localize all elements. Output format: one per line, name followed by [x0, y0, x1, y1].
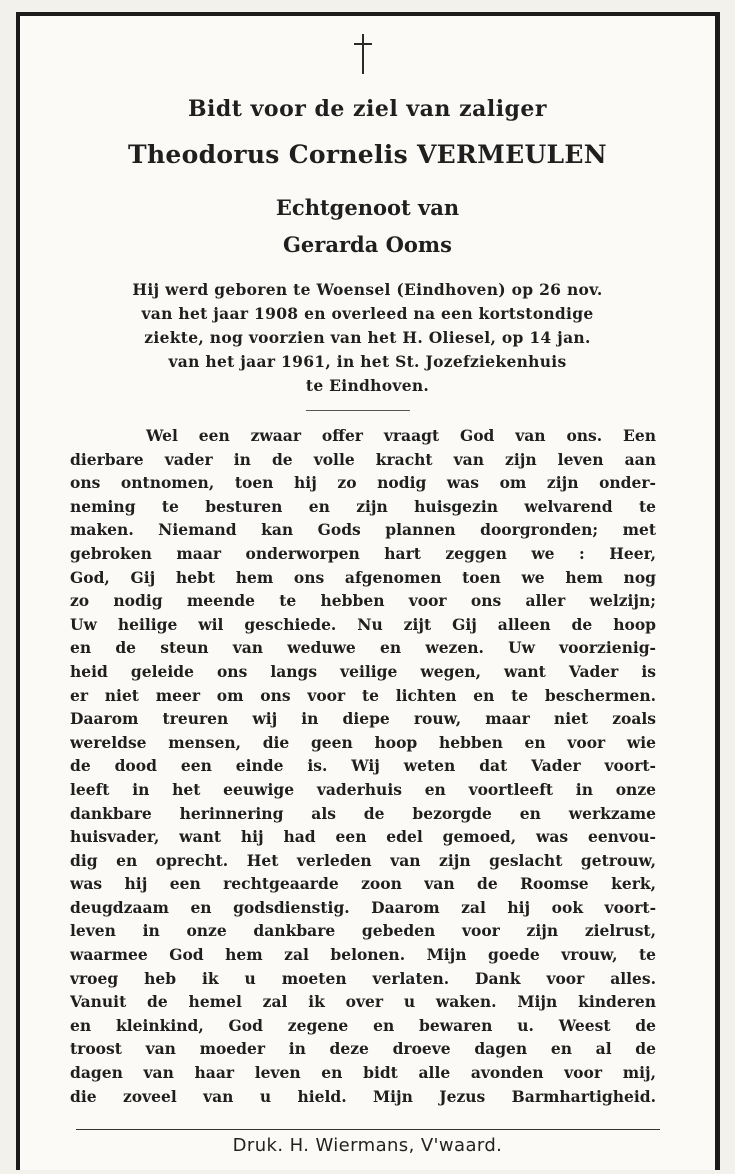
deceased-name: Theodorus Cornelis VERMEULEN — [128, 140, 607, 169]
body-line: en kleinkind, God zegene en bewaren u. Weest de — [70, 1015, 656, 1035]
body-line: gebroken maar onderworpen hart zeggen we : Heer, — [70, 543, 656, 563]
body-line: die zoveel van u hield. Mijn Jezus Barmhartigheid. — [70, 1086, 656, 1106]
body-line: maken. Niemand kan Gods plannen doorgronden; met — [70, 520, 656, 540]
separator-line — [306, 410, 410, 411]
body-line: deugdzaam en godsdienstig. Daarom zal hij ook voort- — [70, 897, 656, 917]
spouse-intro: Echtgenoot van — [275, 195, 460, 220]
spouse-name: Gerarda Ooms — [283, 232, 452, 257]
prayer-heading: Bidt voor de ziel van zaliger — [187, 96, 548, 122]
body-line: vroeg heb ik u moeten verlaten. Dank voor alles. — [70, 968, 656, 988]
intro-line: te Eindhoven. — [305, 376, 430, 395]
body-line: dagen van haar leven en bidt alle avonden voor mij, — [70, 1063, 656, 1083]
body-line: Uw heilige wil geschiede. Nu zijt Gij alleen de hoop — [70, 614, 656, 634]
body-line: Wel een zwaar offer vraagt God van ons. Een — [146, 426, 656, 445]
cross-icon — [352, 34, 374, 74]
body-line: en de steun van weduwe en wezen. Uw voorzienig- — [70, 638, 656, 658]
body-line: leven in onze dankbare gebeden voor zijn zielrust, — [70, 921, 656, 941]
body-line: de dood een einde is. Wij weten dat Vader voort- — [70, 756, 656, 776]
footer-rule — [76, 1129, 660, 1130]
body-line: dig en oprecht. Het verleden van zijn geslacht getrouw, — [70, 850, 656, 870]
body-line: troost van moeder in deze droeve dagen en al de — [70, 1039, 656, 1059]
intro-line: ziekte, nog voorzien van het H. Oliesel, op 14 jan. — [144, 328, 591, 347]
body-line: er niet meer om ons voor te lichten en te beschermen. — [70, 685, 656, 705]
body-line: leeft in het eeuwige vaderhuis en voortleeft in onze — [70, 779, 656, 799]
body-line: dankbare herinnering als de bezorgde en werkzame — [70, 803, 656, 823]
body-line: was hij een rechtgeaarde zoon van de Roomse kerk, — [70, 874, 656, 894]
intro-line: van het jaar 1908 en overleed na een kortstondige — [141, 304, 594, 323]
intro-line: van het jaar 1961, in het St. Jozefziekenhuis — [168, 352, 567, 371]
intro-line: Hij werd geboren te Woensel (Eindhoven) op 26 nov. — [132, 280, 603, 299]
body-line: zo nodig meende te hebben voor ons aller welzijn; — [70, 591, 656, 611]
body-line: neming te besturen en zijn huisgezin welvarend te — [70, 496, 656, 516]
body-line: waarmee God hem zal belonen. Mijn goede vrouw, te — [70, 945, 656, 965]
body-line: Vanuit de hemel zal ik over u waken. Mijn kinderen — [70, 992, 656, 1012]
body-line: dierbare vader in de volle kracht van zijn leven aan — [70, 449, 656, 469]
body-line: huisvader, want hij had een edel gemoed, was eenvou- — [70, 827, 656, 847]
body-line: ons ontnomen, toen hij zo nodig was om zijn onder- — [70, 473, 656, 493]
body-line: God, Gij hebt hem ons afgenomen toen we hem nog — [70, 567, 656, 587]
body-line: Daarom treuren wij in diepe rouw, maar niet zoals — [70, 709, 656, 729]
memorial-text — [70, 424, 656, 1108]
body-line: wereldse mensen, die geen hoop hebben en voor wie — [70, 732, 656, 752]
body-line: heid geleide ons langs veilige wegen, want Vader is — [70, 661, 656, 681]
printer-credit: Druk. H. Wiermans, V'waard. — [232, 1135, 503, 1156]
